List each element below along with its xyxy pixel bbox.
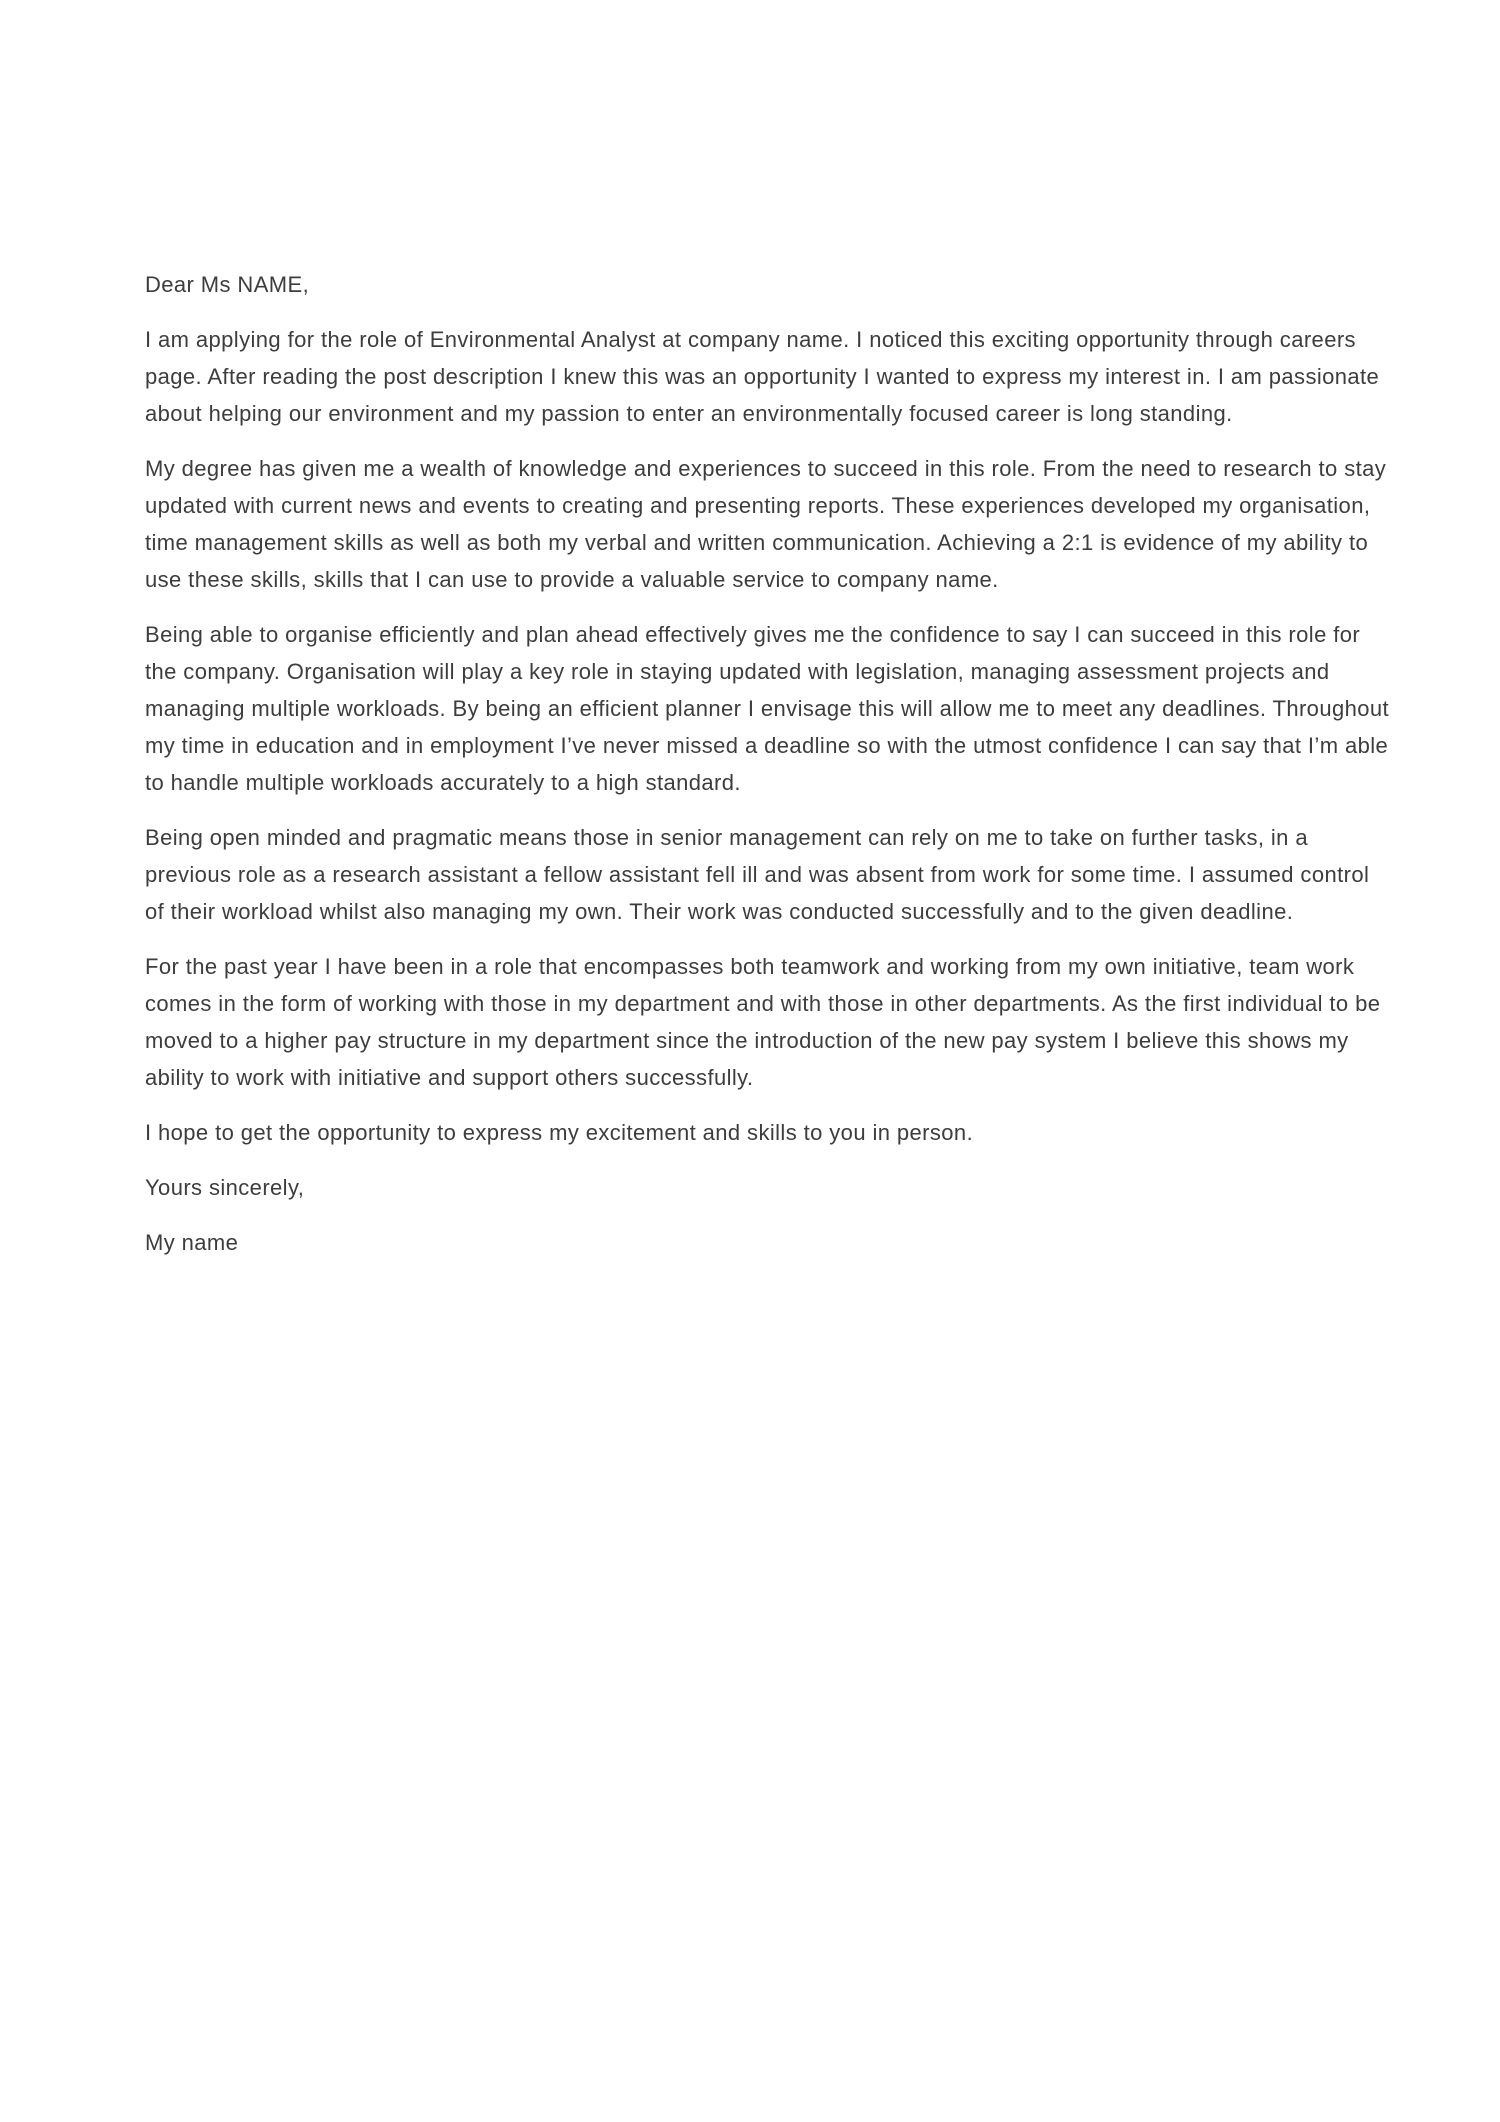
signature: My name [145,1230,239,1255]
cover-letter [145,266,1390,1261]
body-paragraph-3: Being able to organise efficiently and plan ahead effectively gives me the confidence to say I can succeed in this role for the company. Organisation will play a key role in staying updated with legislation, managing assessment projects and managing multiple workloads. By being an efficient planner I envisage this will allow me to meet any deadlines. Throughout my time in education and in employment I’ve never missed a deadline so with the utmost confidence I can say that I’m able to handle multiple workloads accurately to a high standard. [145,622,1390,795]
salutation: Dear Ms NAME, [145,272,310,297]
body-paragraph-5: For the past year I have been in a role that encompasses both teamwork and working from my own initiative, team work comes in the form of working with those in my department and with those in other departments. As the first individual to be moved to a higher pay structure in my department since the introduction of the new pay system I believe this shows my ability to work with initiative and support others successfully. [145,954,1381,1090]
valediction: Yours sincerely, [145,1175,305,1200]
closing-line: I hope to get the opportunity to express my excitement and skills to you in person. [145,1120,974,1145]
body-paragraph-4: Being open minded and pragmatic means those in senior management can rely on me to take on further tasks, in a previous role as a research assistant a fellow assistant fell ill and was absent from work for some time. I assumed control of their workload whilst also managing my own. Their work was conducted successfully and to the given deadline. [145,825,1370,924]
body-paragraph-2: My degree has given me a wealth of knowledge and experiences to succeed in this role. From the need to research to stay updated with current news and events to creating and presenting reports. These experiences developed my organisation, time management skills as well as both my verbal and written communication. Achieving a 2:1 is evidence of my ability to use these skills, skills that I can use to provide a valuable service to company name. [145,456,1387,592]
body-paragraph-1: I am applying for the role of Environmental Analyst at company name. I noticed this exciting opportunity through careers page. After reading the post description I knew this was an opportunity I wanted to express my interest in. I am passionate about helping our environment and my passion to enter an environmentally focused career is long standing. [145,327,1380,426]
